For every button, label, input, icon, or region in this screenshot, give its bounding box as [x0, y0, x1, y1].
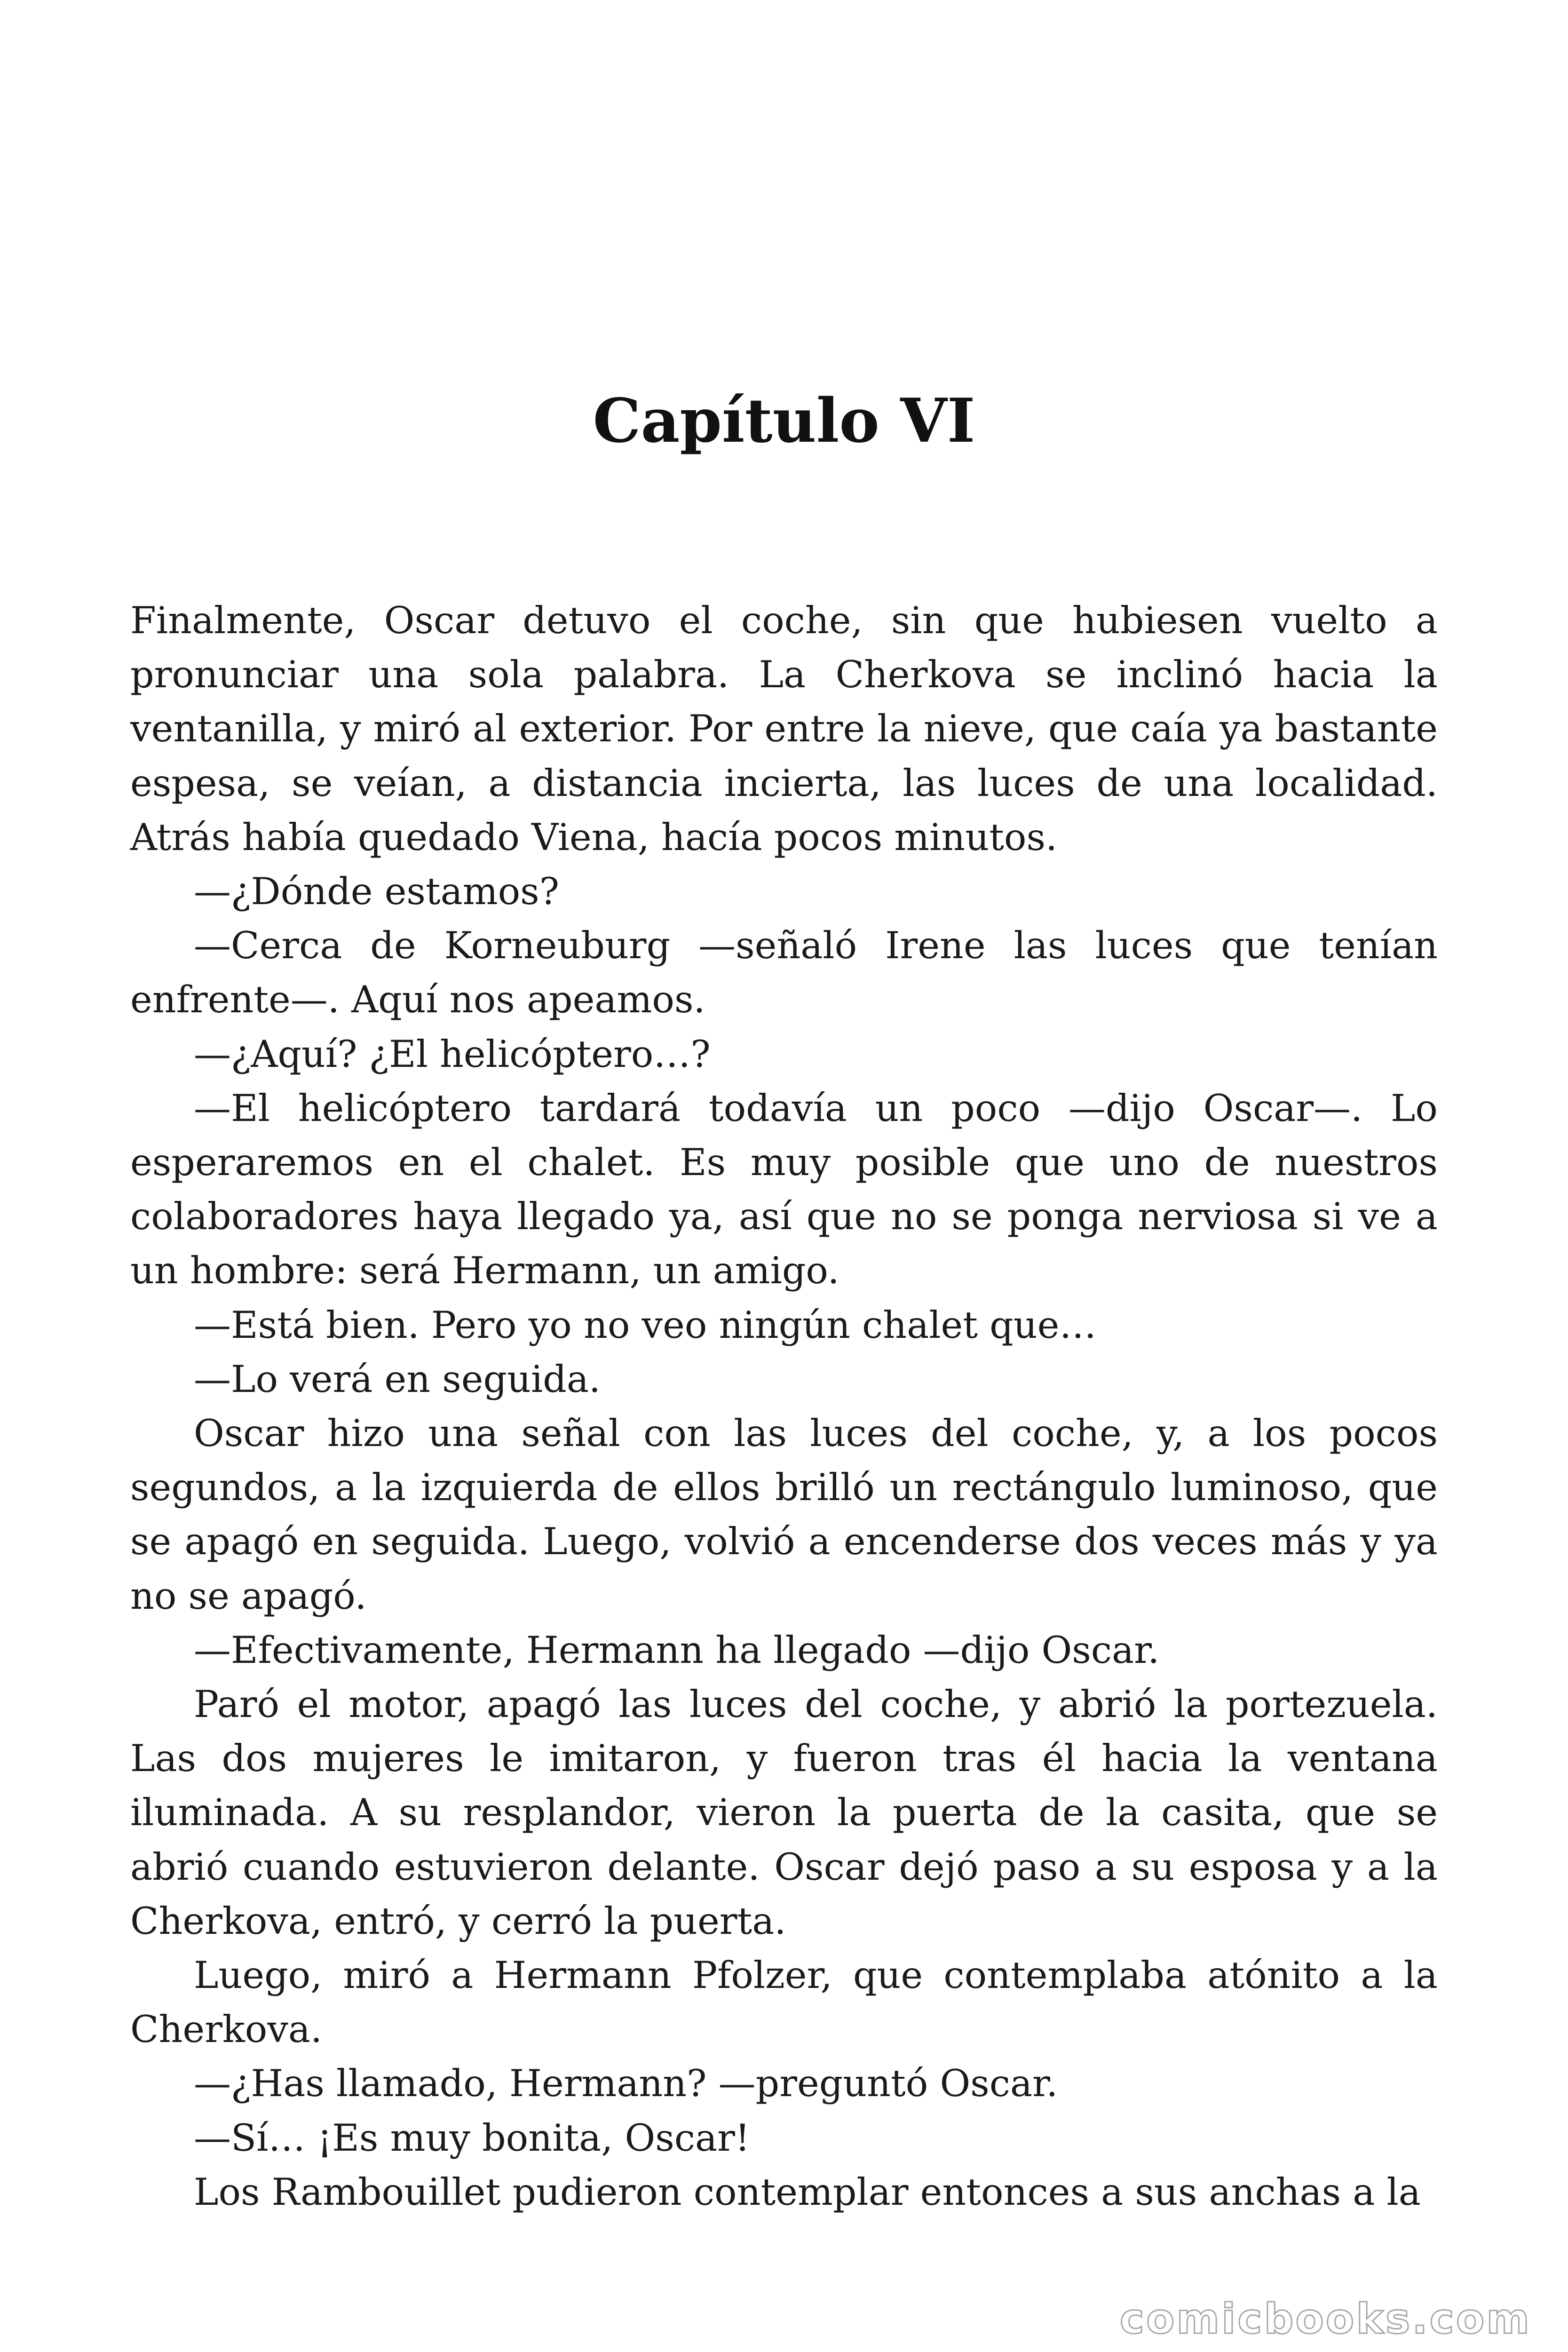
paragraph: Finalmente, Oscar detuvo el coche, sin que hubiesen vuelto a pronunciar una sola palabra. La Cherkova se inclinó hacia la ventanilla, y miró al exterior. Por entre la nieve, que caía ya bastante espesa, se veían, a distancia incierta, las luces de una localidad. Atrás había quedado Viena, hacía pocos minutos.: [130, 599, 1438, 859]
paragraph: Los Rambouillet pudieron contemplar entonces a sus anchas a la: [194, 2170, 1421, 2214]
paragraph: —Efectivamente, Hermann ha llegado —dijo Oscar.: [194, 1628, 1160, 1672]
paragraph: —El helicóptero tardará todavía un poco —dijo Oscar—. Lo esperaremos en el chalet. Es muy posible que uno de nuestros colaboradores haya llegado ya, así que no se ponga nerviosa si ve a un hombre: será Hermann, un amigo.: [130, 1086, 1438, 1293]
paragraph: —Lo verá en seguida.: [194, 1357, 601, 1401]
paragraph: —Está bien. Pero yo no veo ningún chalet que…: [194, 1303, 1097, 1347]
paragraph: Paró el motor, apagó las luces del coche, y abrió la portezuela. Las dos mujeres le imitaron, y fueron tras él hacia la ventana iluminada. A su resplandor, vieron la puerta de la casita, que se abrió cuando estuvieron delante. Oscar dejó paso a su esposa y a la Cherkova, entró, y cerró la puerta.: [130, 1683, 1438, 1943]
paragraph: —Sí… ¡Es muy bonita, Oscar!: [194, 2116, 750, 2160]
paragraph: —Cerca de Korneuburg —señaló Irene las luces que tenían enfrente—. Aquí nos apeamos.: [130, 924, 1438, 1022]
paragraph: —¿Aquí? ¿El helicóptero…?: [194, 1032, 711, 1076]
body-text: [130, 594, 1438, 2219]
paragraph: —¿Has llamado, Hermann? —preguntó Oscar.: [194, 2062, 1058, 2106]
paragraph: Luego, miró a Hermann Pfolzer, que contemplaba atónito a la Cherkova.: [130, 1954, 1438, 2051]
paragraph: —¿Dónde estamos?: [194, 870, 560, 914]
paragraph: Oscar hizo una señal con las luces del coche, y, a los pocos segundos, a la izquierda de ellos brilló un rectángulo luminoso, que se apagó en seguida. Luego, volvió a encenderse dos veces más y ya no se apagó.: [130, 1412, 1438, 1618]
watermark-logo: comicbooks.com: [1119, 2295, 1531, 2343]
chapter-title: Capítulo VI: [593, 386, 975, 456]
